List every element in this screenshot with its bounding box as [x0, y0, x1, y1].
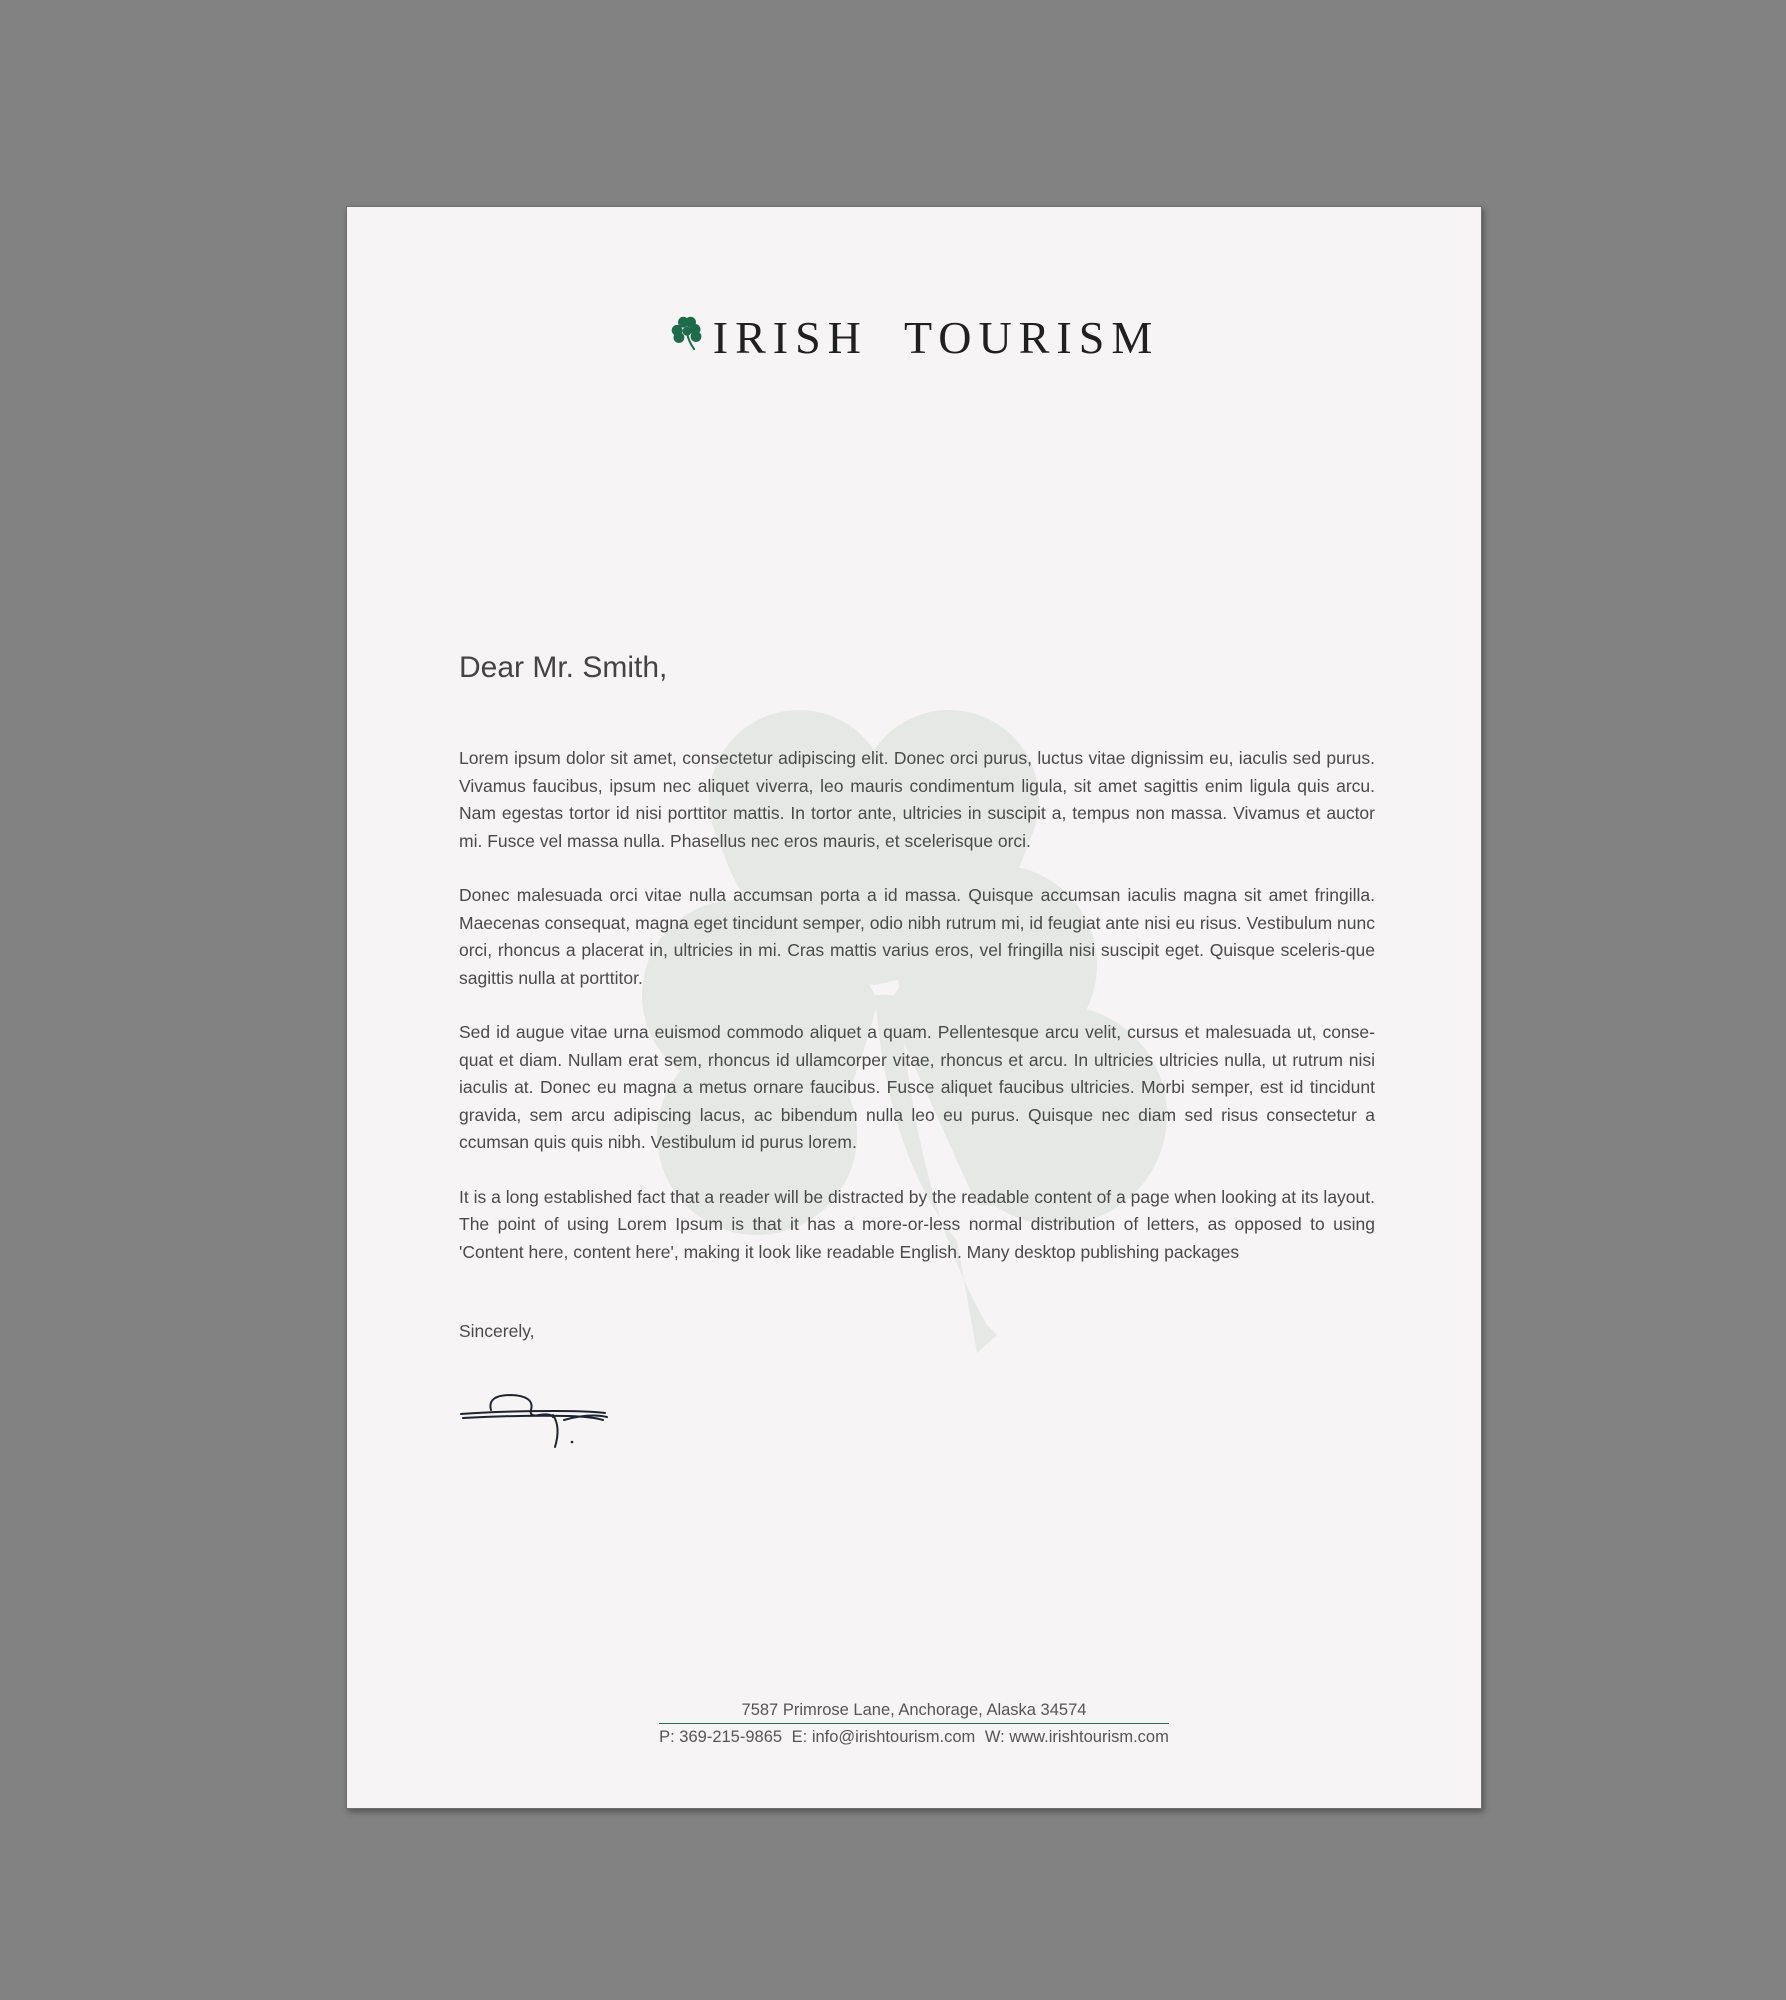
- paragraph-2: Donec malesuada orci vitae nulla accumsan porta a id massa. Quisque accumsan iaculis magna sit amet fringilla. Maecenas consequat, magna eget tincidunt semper, odio nibh rutrum mi, id feugiat ante nisi eu risus. Vestibulum nunc orci, rhoncus a placerat in, ultricies in mi. Cras mattis varius eros, vel fringilla nisi suscipit eget. Quisque sceleris-que sagittis nulla at porttitor.: [459, 885, 1375, 988]
- footer-email: E: info@irishtourism.com: [791, 1728, 976, 1746]
- letter-footer: [347, 1701, 1481, 1747]
- footer-phone: P: 369-215-9865: [659, 1728, 783, 1746]
- greeting: Dear Mr. Smith,: [459, 651, 668, 684]
- brand-name: IRISH TOURISM: [712, 312, 1160, 363]
- letter-page: [346, 206, 1482, 1809]
- footer-contact: [659, 1728, 1169, 1747]
- signature: [459, 1387, 609, 1457]
- letterhead: [347, 312, 1481, 363]
- closing: Sincerely,: [459, 1321, 535, 1341]
- letter-body: [459, 745, 1375, 1293]
- paragraph-4: It is a long established fact that a reader will be distracted by the readable content of a page when looking at its layout. The point of using Lorem Ipsum is that it has a more-or-less normal distribution of letters, as opposed to using 'Content here, content here', making it look like readable English. Many desktop publishing packages: [459, 1186, 1375, 1262]
- footer-web: W: www.irishtourism.com: [984, 1728, 1169, 1746]
- shamrock-icon: [669, 315, 705, 351]
- footer-address: 7587 Primrose Lane, Anchorage, Alaska 34574: [659, 1701, 1169, 1724]
- paragraph-3: Sed id augue vitae urna euismod commodo aliquet a quam. Pellentesque arcu velit, cursus et malesuada ut, conse-quat et diam. Nullam erat sem, rhoncus id ullamcorper vitae, rhoncus et arcu. In ultricies ultricies nulla, ut rutrum nisi iaculis at. Donec eu magna a metus ornare faucibus. Fusce aliquet faucibus ultricies. Morbi semper, est id tincidunt gravida, sem arcu adipiscing lacus, ac bibendum nulla leo eu purus. Quisque nec diam sed risus consectetur a ccumsan quis quis nibh. Vestibulum id purus lorem.: [459, 1022, 1375, 1152]
- paragraph-1: Lorem ipsum dolor sit amet, consectetur adipiscing elit. Donec orci purus, luctus vitae dignissim eu, iaculis sed purus. Vivamus faucibus, ipsum nec aliquet viverra, leo mauris condimentum ligula, sit amet sagittis enim ligula quis arcu. Nam egestas tortor id nisi porttitor mattis. In tortor ante, ultricies in suscipit a, tempus non massa. Vivamus et auctor mi. Fusce vel massa nulla. Phasellus nec eros mauris, et scelerisque orci.: [459, 748, 1375, 851]
